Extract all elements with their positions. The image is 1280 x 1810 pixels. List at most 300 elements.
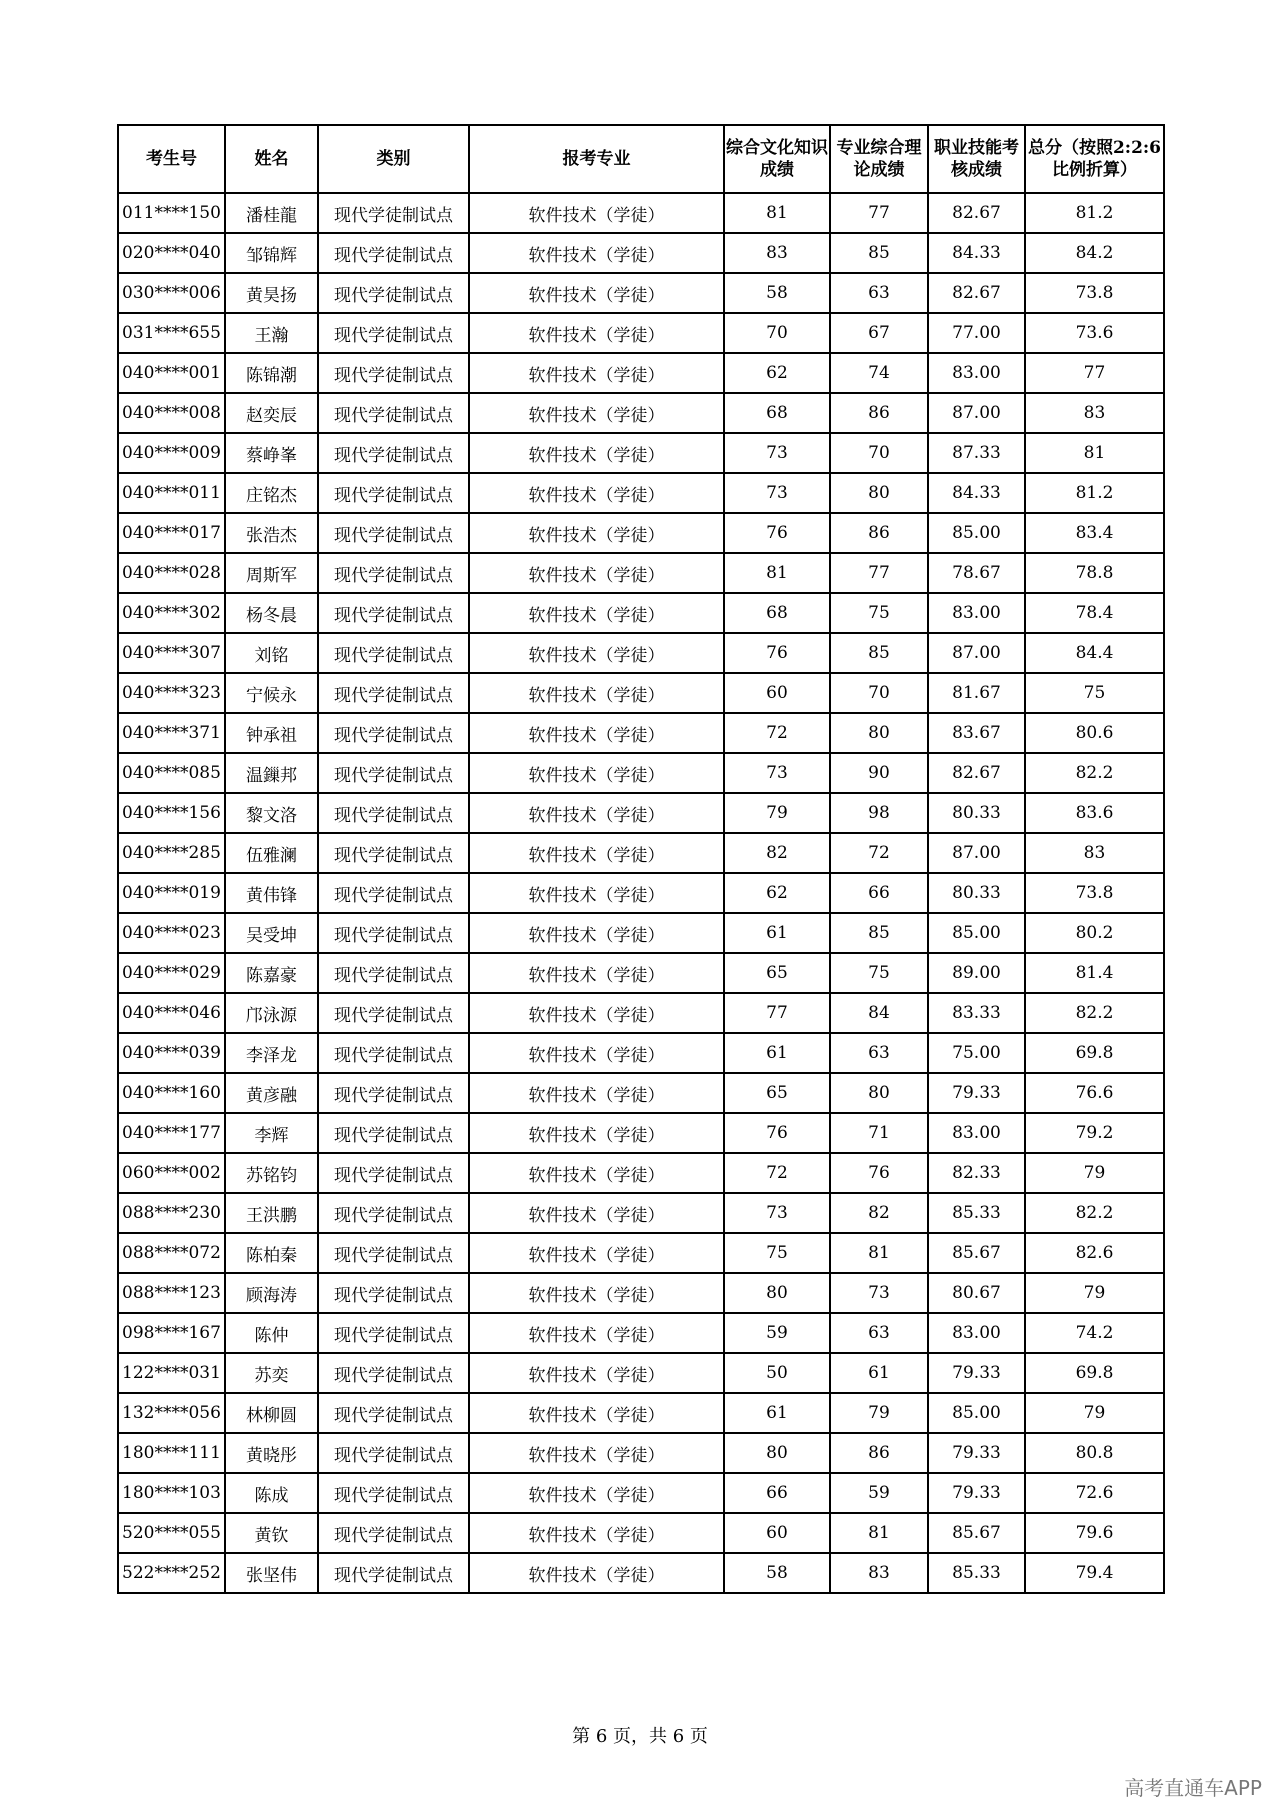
cell-name: 李泽龙 <box>225 1033 318 1073</box>
cell-total-score: 76.6 <box>1025 1073 1164 1113</box>
cell-skill-score: 75.00 <box>928 1033 1025 1073</box>
cell-theory-score: 72 <box>830 833 928 873</box>
header-name: 姓名 <box>225 125 318 193</box>
cell-skill-score: 82.67 <box>928 193 1025 233</box>
table-row <box>118 1473 1164 1513</box>
cell-total-score: 79 <box>1025 1393 1164 1433</box>
cell-skill-score: 83.00 <box>928 1313 1025 1353</box>
cell-name: 邝泳源 <box>225 993 318 1033</box>
cell-name: 伍雅澜 <box>225 833 318 873</box>
cell-total-score: 69.8 <box>1025 1033 1164 1073</box>
cell-theory-score: 83 <box>830 1553 928 1593</box>
cell-skill-score: 83.00 <box>928 593 1025 633</box>
cell-culture-score: 58 <box>724 273 830 313</box>
cell-name: 王洪鹏 <box>225 1193 318 1233</box>
cell-major: 软件技术（学徒） <box>469 1473 724 1513</box>
cell-culture-score: 73 <box>724 473 830 513</box>
cell-theory-score: 70 <box>830 433 928 473</box>
cell-skill-score: 89.00 <box>928 953 1025 993</box>
cell-exam-id: 180****111 <box>118 1433 225 1473</box>
watermark-logo-text: 高考直通车APP <box>1124 1776 1262 1800</box>
cell-major: 软件技术（学徒） <box>469 1433 724 1473</box>
cell-major: 软件技术（学徒） <box>469 1153 724 1193</box>
cell-exam-id: 040****307 <box>118 633 225 673</box>
cell-total-score: 83 <box>1025 833 1164 873</box>
cell-theory-score: 67 <box>830 313 928 353</box>
cell-culture-score: 58 <box>724 1553 830 1593</box>
cell-name: 张坚伟 <box>225 1553 318 1593</box>
cell-total-score: 82.2 <box>1025 993 1164 1033</box>
cell-total-score: 73.8 <box>1025 273 1164 313</box>
cell-name: 庄铭杰 <box>225 473 318 513</box>
cell-theory-score: 70 <box>830 673 928 713</box>
cell-theory-score: 85 <box>830 233 928 273</box>
cell-skill-score: 85.00 <box>928 1393 1025 1433</box>
table-row <box>118 273 1164 313</box>
cell-category: 现代学徒制试点 <box>318 633 469 673</box>
cell-exam-id: 030****006 <box>118 273 225 313</box>
cell-theory-score: 75 <box>830 953 928 993</box>
header-category: 类别 <box>318 125 469 193</box>
table-row <box>118 713 1164 753</box>
table-row <box>118 233 1164 273</box>
cell-category: 现代学徒制试点 <box>318 993 469 1033</box>
cell-category: 现代学徒制试点 <box>318 833 469 873</box>
cell-major: 软件技术（学徒） <box>469 1273 724 1313</box>
cell-exam-id: 040****008 <box>118 393 225 433</box>
cell-exam-id: 040****177 <box>118 1113 225 1153</box>
cell-theory-score: 81 <box>830 1233 928 1273</box>
header-skill-score: 职业技能考核成绩 <box>928 125 1025 193</box>
table-row <box>118 393 1164 433</box>
cell-major: 软件技术（学徒） <box>469 633 724 673</box>
cell-name: 潘桂龍 <box>225 193 318 233</box>
table-row <box>118 593 1164 633</box>
cell-name: 赵奕辰 <box>225 393 318 433</box>
cell-category: 现代学徒制试点 <box>318 553 469 593</box>
cell-skill-score: 87.00 <box>928 833 1025 873</box>
cell-culture-score: 61 <box>724 1393 830 1433</box>
cell-culture-score: 59 <box>724 1313 830 1353</box>
cell-exam-id: 040****017 <box>118 513 225 553</box>
cell-total-score: 81.4 <box>1025 953 1164 993</box>
cell-theory-score: 85 <box>830 913 928 953</box>
score-sheet <box>117 124 1163 1594</box>
cell-major: 软件技术（学徒） <box>469 353 724 393</box>
cell-major: 软件技术（学徒） <box>469 193 724 233</box>
cell-total-score: 79.6 <box>1025 1513 1164 1553</box>
cell-major: 软件技术（学徒） <box>469 513 724 553</box>
cell-major: 软件技术（学徒） <box>469 873 724 913</box>
cell-name: 李辉 <box>225 1113 318 1153</box>
cell-category: 现代学徒制试点 <box>318 873 469 913</box>
cell-name: 苏奕 <box>225 1353 318 1393</box>
cell-major: 软件技术（学徒） <box>469 713 724 753</box>
cell-culture-score: 81 <box>724 553 830 593</box>
cell-theory-score: 75 <box>830 593 928 633</box>
cell-category: 现代学徒制试点 <box>318 233 469 273</box>
header-total-score: 总分（按照2:2:6比例折算） <box>1025 125 1164 193</box>
cell-category: 现代学徒制试点 <box>318 353 469 393</box>
table-row <box>118 1513 1164 1553</box>
cell-major: 软件技术（学徒） <box>469 473 724 513</box>
cell-total-score: 79.4 <box>1025 1553 1164 1593</box>
cell-exam-id: 040****009 <box>118 433 225 473</box>
cell-exam-id: 040****039 <box>118 1033 225 1073</box>
table-row <box>118 1233 1164 1273</box>
table-row <box>118 513 1164 553</box>
cell-name: 陈柏秦 <box>225 1233 318 1273</box>
table-row <box>118 673 1164 713</box>
cell-total-score: 80.6 <box>1025 713 1164 753</box>
cell-culture-score: 73 <box>724 433 830 473</box>
header-culture-score: 综合文化知识成绩 <box>724 125 830 193</box>
cell-skill-score: 77.00 <box>928 313 1025 353</box>
cell-name: 钟承祖 <box>225 713 318 753</box>
cell-major: 软件技术（学徒） <box>469 993 724 1033</box>
cell-name: 杨冬晨 <box>225 593 318 633</box>
cell-skill-score: 83.67 <box>928 713 1025 753</box>
table-row <box>118 873 1164 913</box>
cell-theory-score: 84 <box>830 993 928 1033</box>
cell-theory-score: 79 <box>830 1393 928 1433</box>
cell-major: 软件技术（学徒） <box>469 1353 724 1393</box>
cell-exam-id: 040****023 <box>118 913 225 953</box>
cell-exam-id: 088****230 <box>118 1193 225 1233</box>
cell-skill-score: 85.67 <box>928 1513 1025 1553</box>
cell-name: 刘铭 <box>225 633 318 673</box>
cell-total-score: 79 <box>1025 1273 1164 1313</box>
cell-category: 现代学徒制试点 <box>318 1033 469 1073</box>
table-row <box>118 913 1164 953</box>
table-row <box>118 993 1164 1033</box>
cell-skill-score: 80.33 <box>928 793 1025 833</box>
cell-total-score: 77 <box>1025 353 1164 393</box>
cell-exam-id: 040****029 <box>118 953 225 993</box>
cell-skill-score: 84.33 <box>928 233 1025 273</box>
table-row <box>118 1273 1164 1313</box>
cell-category: 现代学徒制试点 <box>318 1393 469 1433</box>
cell-total-score: 72.6 <box>1025 1473 1164 1513</box>
cell-culture-score: 65 <box>724 953 830 993</box>
cell-category: 现代学徒制试点 <box>318 473 469 513</box>
cell-exam-id: 040****046 <box>118 993 225 1033</box>
cell-name: 陈锦潮 <box>225 353 318 393</box>
cell-total-score: 81.2 <box>1025 193 1164 233</box>
table-row <box>118 1193 1164 1233</box>
cell-major: 软件技术（学徒） <box>469 313 724 353</box>
cell-name: 黄彦融 <box>225 1073 318 1113</box>
cell-category: 现代学徒制试点 <box>318 1273 469 1313</box>
cell-major: 软件技术（学徒） <box>469 793 724 833</box>
cell-exam-id: 180****103 <box>118 1473 225 1513</box>
header-major: 报考专业 <box>469 125 724 193</box>
table-row <box>118 553 1164 593</box>
cell-skill-score: 87.00 <box>928 633 1025 673</box>
cell-major: 软件技术（学徒） <box>469 593 724 633</box>
cell-category: 现代学徒制试点 <box>318 1553 469 1593</box>
table-row <box>118 313 1164 353</box>
cell-category: 现代学徒制试点 <box>318 713 469 753</box>
cell-exam-id: 040****156 <box>118 793 225 833</box>
cell-total-score: 74.2 <box>1025 1313 1164 1353</box>
cell-major: 软件技术（学徒） <box>469 753 724 793</box>
cell-total-score: 78.4 <box>1025 593 1164 633</box>
cell-exam-id: 040****001 <box>118 353 225 393</box>
header-exam-id: 考生号 <box>118 125 225 193</box>
cell-exam-id: 031****655 <box>118 313 225 353</box>
cell-skill-score: 82.33 <box>928 1153 1025 1193</box>
cell-skill-score: 79.33 <box>928 1473 1025 1513</box>
cell-major: 软件技术（学徒） <box>469 1233 724 1273</box>
cell-total-score: 82.2 <box>1025 753 1164 793</box>
cell-theory-score: 77 <box>830 553 928 593</box>
cell-skill-score: 85.67 <box>928 1233 1025 1273</box>
cell-theory-score: 82 <box>830 1193 928 1233</box>
cell-name: 蔡峥峯 <box>225 433 318 473</box>
cell-skill-score: 85.00 <box>928 913 1025 953</box>
table-row <box>118 953 1164 993</box>
cell-culture-score: 72 <box>724 713 830 753</box>
cell-category: 现代学徒制试点 <box>318 273 469 313</box>
cell-skill-score: 85.00 <box>928 513 1025 553</box>
cell-skill-score: 84.33 <box>928 473 1025 513</box>
cell-major: 软件技术（学徒） <box>469 433 724 473</box>
cell-total-score: 73.8 <box>1025 873 1164 913</box>
cell-exam-id: 040****323 <box>118 673 225 713</box>
cell-theory-score: 63 <box>830 1313 928 1353</box>
cell-name: 黄昊扬 <box>225 273 318 313</box>
cell-name: 陈仲 <box>225 1313 318 1353</box>
cell-culture-score: 83 <box>724 233 830 273</box>
cell-skill-score: 87.00 <box>928 393 1025 433</box>
cell-culture-score: 62 <box>724 353 830 393</box>
cell-exam-id: 040****371 <box>118 713 225 753</box>
cell-total-score: 83.4 <box>1025 513 1164 553</box>
cell-culture-score: 80 <box>724 1433 830 1473</box>
cell-theory-score: 63 <box>830 273 928 313</box>
cell-name: 陈嘉豪 <box>225 953 318 993</box>
cell-name: 邹锦辉 <box>225 233 318 273</box>
cell-culture-score: 76 <box>724 1113 830 1153</box>
page-number: 第 6 页，共 6 页 <box>572 1726 708 1747</box>
cell-category: 现代学徒制试点 <box>318 313 469 353</box>
cell-category: 现代学徒制试点 <box>318 433 469 473</box>
cell-major: 软件技术（学徒） <box>469 673 724 713</box>
cell-exam-id: 060****002 <box>118 1153 225 1193</box>
cell-category: 现代学徒制试点 <box>318 673 469 713</box>
cell-theory-score: 86 <box>830 513 928 553</box>
cell-total-score: 79.2 <box>1025 1113 1164 1153</box>
cell-culture-score: 80 <box>724 1273 830 1313</box>
cell-total-score: 82.2 <box>1025 1193 1164 1233</box>
cell-category: 现代学徒制试点 <box>318 753 469 793</box>
cell-name: 温鏁邦 <box>225 753 318 793</box>
cell-major: 软件技术（学徒） <box>469 833 724 873</box>
table-row <box>118 1153 1164 1193</box>
header-theory-score: 专业综合理论成绩 <box>830 125 928 193</box>
cell-exam-id: 098****167 <box>118 1313 225 1353</box>
cell-name: 黄钦 <box>225 1513 318 1553</box>
cell-culture-score: 76 <box>724 633 830 673</box>
cell-theory-score: 61 <box>830 1353 928 1393</box>
cell-culture-score: 60 <box>724 1513 830 1553</box>
cell-culture-score: 73 <box>724 753 830 793</box>
cell-culture-score: 73 <box>724 1193 830 1233</box>
cell-skill-score: 79.33 <box>928 1433 1025 1473</box>
table-row <box>118 1313 1164 1353</box>
cell-total-score: 84.4 <box>1025 633 1164 673</box>
cell-name: 黄晓彤 <box>225 1433 318 1473</box>
cell-name: 周斯军 <box>225 553 318 593</box>
cell-category: 现代学徒制试点 <box>318 1073 469 1113</box>
cell-major: 软件技术（学徒） <box>469 1033 724 1073</box>
score-table <box>117 124 1165 1594</box>
cell-theory-score: 74 <box>830 353 928 393</box>
cell-skill-score: 80.33 <box>928 873 1025 913</box>
cell-major: 软件技术（学徒） <box>469 1113 724 1153</box>
cell-total-score: 79 <box>1025 1153 1164 1193</box>
cell-culture-score: 75 <box>724 1233 830 1273</box>
table-row <box>118 1553 1164 1593</box>
cell-skill-score: 78.67 <box>928 553 1025 593</box>
cell-theory-score: 63 <box>830 1033 928 1073</box>
cell-skill-score: 85.33 <box>928 1193 1025 1233</box>
table-row <box>118 753 1164 793</box>
cell-culture-score: 66 <box>724 1473 830 1513</box>
cell-exam-id: 040****028 <box>118 553 225 593</box>
cell-exam-id: 520****055 <box>118 1513 225 1553</box>
table-row <box>118 1353 1164 1393</box>
cell-theory-score: 86 <box>830 393 928 433</box>
cell-major: 软件技术（学徒） <box>469 1393 724 1433</box>
cell-exam-id: 040****285 <box>118 833 225 873</box>
cell-exam-id: 040****085 <box>118 753 225 793</box>
cell-exam-id: 132****056 <box>118 1393 225 1433</box>
cell-category: 现代学徒制试点 <box>318 1113 469 1153</box>
cell-theory-score: 71 <box>830 1113 928 1153</box>
cell-culture-score: 72 <box>724 1153 830 1193</box>
cell-exam-id: 040****011 <box>118 473 225 513</box>
cell-theory-score: 98 <box>830 793 928 833</box>
cell-exam-id: 040****160 <box>118 1073 225 1113</box>
table-row <box>118 1073 1164 1113</box>
table-row <box>118 1433 1164 1473</box>
cell-total-score: 78.8 <box>1025 553 1164 593</box>
cell-category: 现代学徒制试点 <box>318 1233 469 1273</box>
cell-major: 软件技术（学徒） <box>469 1313 724 1353</box>
cell-category: 现代学徒制试点 <box>318 913 469 953</box>
cell-major: 软件技术（学徒） <box>469 393 724 433</box>
cell-culture-score: 76 <box>724 513 830 553</box>
cell-total-score: 82.6 <box>1025 1233 1164 1273</box>
cell-total-score: 81.2 <box>1025 473 1164 513</box>
cell-major: 软件技术（学徒） <box>469 913 724 953</box>
cell-category: 现代学徒制试点 <box>318 953 469 993</box>
cell-total-score: 83 <box>1025 393 1164 433</box>
cell-exam-id: 122****031 <box>118 1353 225 1393</box>
cell-category: 现代学徒制试点 <box>318 1433 469 1473</box>
cell-culture-score: 68 <box>724 593 830 633</box>
cell-culture-score: 70 <box>724 313 830 353</box>
cell-skill-score: 81.67 <box>928 673 1025 713</box>
cell-theory-score: 76 <box>830 1153 928 1193</box>
cell-category: 现代学徒制试点 <box>318 1313 469 1353</box>
cell-name: 宁候永 <box>225 673 318 713</box>
cell-category: 现代学徒制试点 <box>318 393 469 433</box>
cell-theory-score: 73 <box>830 1273 928 1313</box>
cell-skill-score: 80.67 <box>928 1273 1025 1313</box>
cell-total-score: 69.8 <box>1025 1353 1164 1393</box>
cell-major: 软件技术（学徒） <box>469 233 724 273</box>
cell-major: 软件技术（学徒） <box>469 1193 724 1233</box>
cell-total-score: 80.8 <box>1025 1433 1164 1473</box>
cell-culture-score: 62 <box>724 873 830 913</box>
cell-name: 黎文洛 <box>225 793 318 833</box>
cell-culture-score: 82 <box>724 833 830 873</box>
cell-category: 现代学徒制试点 <box>318 793 469 833</box>
cell-theory-score: 85 <box>830 633 928 673</box>
cell-theory-score: 86 <box>830 1433 928 1473</box>
cell-theory-score: 80 <box>830 713 928 753</box>
table-row <box>118 433 1164 473</box>
cell-exam-id: 040****019 <box>118 873 225 913</box>
table-row <box>118 833 1164 873</box>
cell-total-score: 84.2 <box>1025 233 1164 273</box>
cell-theory-score: 77 <box>830 193 928 233</box>
cell-skill-score: 79.33 <box>928 1073 1025 1113</box>
cell-theory-score: 81 <box>830 1513 928 1553</box>
table-row <box>118 633 1164 673</box>
cell-category: 现代学徒制试点 <box>318 1473 469 1513</box>
cell-culture-score: 60 <box>724 673 830 713</box>
cell-major: 软件技术（学徒） <box>469 953 724 993</box>
cell-exam-id: 011****150 <box>118 193 225 233</box>
cell-skill-score: 82.67 <box>928 273 1025 313</box>
cell-culture-score: 68 <box>724 393 830 433</box>
cell-total-score: 75 <box>1025 673 1164 713</box>
cell-exam-id: 522****252 <box>118 1553 225 1593</box>
cell-culture-score: 61 <box>724 913 830 953</box>
cell-culture-score: 77 <box>724 993 830 1033</box>
cell-category: 现代学徒制试点 <box>318 1193 469 1233</box>
cell-name: 陈成 <box>225 1473 318 1513</box>
table-row <box>118 193 1164 233</box>
cell-total-score: 73.6 <box>1025 313 1164 353</box>
cell-theory-score: 59 <box>830 1473 928 1513</box>
cell-name: 苏铭钧 <box>225 1153 318 1193</box>
cell-exam-id: 088****072 <box>118 1233 225 1273</box>
cell-skill-score: 83.00 <box>928 353 1025 393</box>
cell-category: 现代学徒制试点 <box>318 1513 469 1553</box>
cell-theory-score: 80 <box>830 473 928 513</box>
cell-major: 软件技术（学徒） <box>469 1553 724 1593</box>
cell-total-score: 81 <box>1025 433 1164 473</box>
cell-major: 软件技术（学徒） <box>469 1073 724 1113</box>
table-row <box>118 473 1164 513</box>
table-row <box>118 793 1164 833</box>
cell-skill-score: 85.33 <box>928 1553 1025 1593</box>
cell-skill-score: 79.33 <box>928 1353 1025 1393</box>
cell-theory-score: 66 <box>830 873 928 913</box>
cell-exam-id: 088****123 <box>118 1273 225 1313</box>
cell-category: 现代学徒制试点 <box>318 193 469 233</box>
cell-skill-score: 87.33 <box>928 433 1025 473</box>
cell-theory-score: 80 <box>830 1073 928 1113</box>
cell-culture-score: 50 <box>724 1353 830 1393</box>
cell-category: 现代学徒制试点 <box>318 1353 469 1393</box>
table-row <box>118 353 1164 393</box>
